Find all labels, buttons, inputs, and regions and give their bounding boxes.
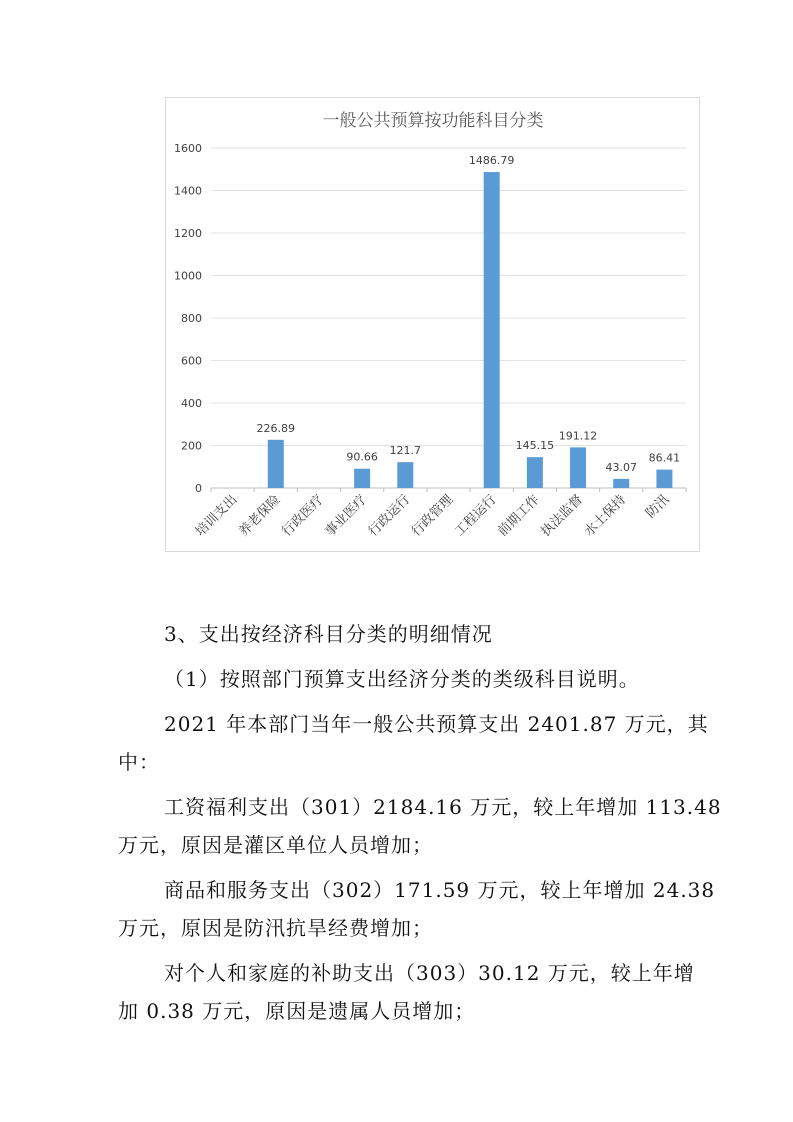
- y-tick-label: 400: [181, 397, 202, 410]
- p2-line2-text: 万元，原因是灌区单位人员增加；: [118, 833, 433, 857]
- p4-line1-text: 对个人和家庭的补助支出（303）30.12 万元，较上年增: [164, 961, 695, 985]
- y-tick-label: 200: [181, 439, 202, 453]
- bar: [484, 172, 500, 488]
- y-tick-label: 1400: [174, 184, 202, 198]
- bar: [354, 469, 370, 488]
- chart-title: 一般公共预算按功能科目分类: [322, 111, 544, 131]
- category-label: 培训支出: [193, 492, 241, 540]
- category-label: 防汛: [643, 492, 673, 522]
- chart-container: [165, 97, 700, 552]
- bar: [397, 462, 413, 488]
- category-label: 前期工作: [495, 492, 543, 540]
- category-label: 行政运行: [365, 492, 414, 540]
- p3-line2-text: 万元，原因是防汛抗旱经费增加；: [118, 916, 433, 940]
- data-label: 145.15: [515, 439, 555, 453]
- data-label: 191.12: [558, 429, 598, 443]
- data-label: 86.41: [648, 451, 681, 465]
- category-label: 工程运行: [452, 492, 500, 540]
- category-label: 养老保险: [236, 492, 284, 540]
- sub-heading-text: （1）按照部门预算支出经济分类的类级科目说明。: [164, 667, 640, 691]
- p4-line2-text: 加 0.38 万元，原因是遗属人员增加；: [118, 999, 476, 1023]
- p3-line1-text: 商品和服务支出（302）171.59 万元，较上年增加 24.38: [164, 878, 716, 902]
- bar: [570, 447, 586, 488]
- bar: [613, 479, 629, 488]
- y-tick-label: 0: [195, 482, 202, 495]
- bar: [527, 457, 543, 488]
- p1-line1-text: 2021 年本部门当年一般公共预算支出 2401.87 万元，其: [164, 712, 709, 736]
- y-tick-label: 1600: [174, 142, 202, 155]
- data-label: 121.7: [389, 444, 422, 458]
- bar: [268, 440, 284, 488]
- y-tick-label: 1200: [174, 227, 202, 240]
- y-tick-label: 600: [181, 354, 202, 368]
- heading-text: 3、支出按经济科目分类的明细情况: [164, 622, 493, 646]
- p1-line2-text: 中：: [118, 750, 160, 774]
- category-label: 执法监督: [538, 492, 586, 540]
- category-label: 事业医疗: [322, 492, 370, 540]
- data-label: 90.66: [346, 450, 378, 464]
- p2-line1-text: 工资福利支出（301）2184.16 万元，较上年增加 113.48: [164, 795, 722, 819]
- bar: [656, 470, 672, 488]
- category-label: 水土保持: [581, 492, 630, 540]
- category-label: 行政医疗: [279, 492, 327, 540]
- bar-chart: [166, 98, 701, 553]
- data-label: 1486.79: [468, 154, 515, 168]
- y-tick-label: 800: [181, 312, 202, 325]
- data-label: 226.89: [256, 421, 296, 435]
- data-label: 43.07: [605, 460, 637, 474]
- category-label: 行政管理: [408, 492, 457, 540]
- y-tick-label: 1000: [174, 269, 202, 283]
